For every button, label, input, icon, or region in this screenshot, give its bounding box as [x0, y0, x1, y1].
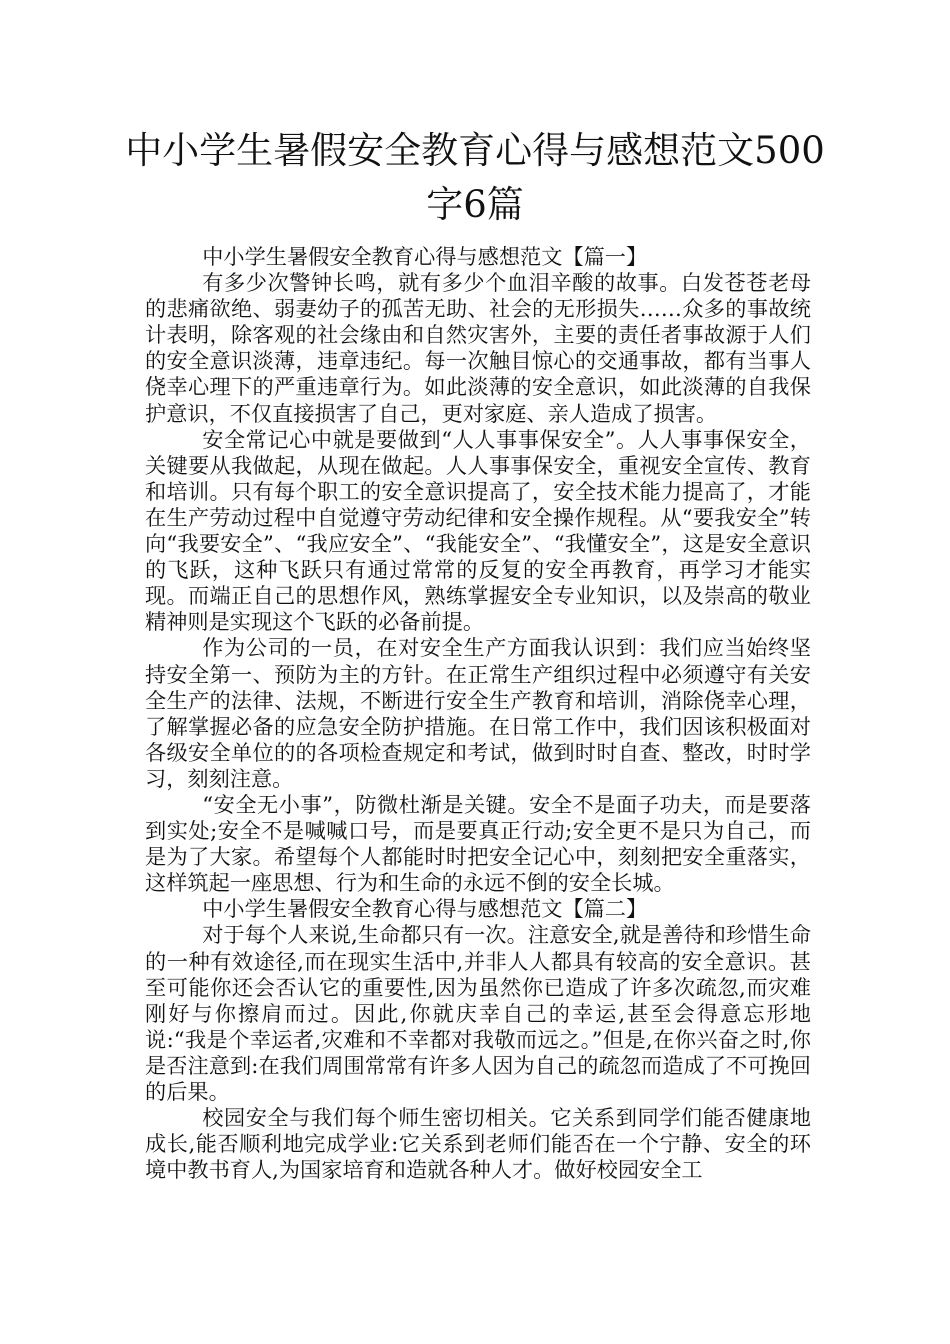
- paragraph: “安全无小事”，防微杜渐是关键。安全不是面子功夫，而是要落到实处;安全不是喊喊口号，而是要真正行动;安全更不是只为自己，而是为了大家。希望每个人都能时时把安全记心中，刻刻把安全重落实，这样筑起一座思想、行为和生命的永远不倒的安全长城。: [145, 791, 811, 896]
- title-line-1: 中小学生暑假安全教育心得与感想范文500: [125, 129, 825, 172]
- document-title: [120, 124, 830, 232]
- paragraph: 校园安全与我们每个师生密切相关。它关系到同学们能否健康地成长,能否顺利地完成学业:它关系到老师们能否在一个宁静、安全的环境中教书育人,为国家培育和造就各种人才。做好校园安全工: [145, 1105, 811, 1183]
- paragraph: 对于每个人来说,生命都只有一次。注意安全,就是善待和珍惜生命的一种有效途径,而在现实生活中,并非人人都具有较高的安全意识。甚至可能你还会否认它的重要性,因为虽然你已造成了许多次疏忽,而灾难刚好与你擦肩而过。因此,你就庆幸自己的幸运,甚至会得意忘形地说:“我是个幸运者,灾难和不幸都对我敬而远之。”但是,在你兴奋之时,你是否注意到:在我们周围常常有许多人因为自己的疏忽而造成了不可挽回的后果。: [145, 922, 811, 1104]
- title-line-2: 字6篇: [426, 183, 524, 226]
- paragraph: 安全常记心中就是要做到“人人事事保安全”。人人事事保安全，关键要从我做起，从现在做起。人人事事保安全，重视安全宣传、教育和培训。只有每个职工的安全意识提高了，安全技术能力提高了，才能在生产劳动过程中自觉遵守劳动纪律和安全操作规程。从“要我安全”转向“我要安全”、“我应安全”、“我能安全”、“我懂安全”，这是安全意识的飞跃，这种飞跃只有通过常常的反复的安全再教育，再学习才能实现。而端正自己的思想作风，熟练掌握安全专业知识，以及崇高的敬业精神则是实现这个飞跃的必备前提。: [145, 426, 811, 635]
- document-body: [145, 244, 811, 1183]
- section-heading-2: 中小学生暑假安全教育心得与感想范文【篇二】: [202, 896, 648, 922]
- paragraph: 作为公司的一员，在对安全生产方面我认识到：我们应当始终坚持安全第一、预防为主的方针。在正常生产组织过程中必须遵守有关安全生产的法律、法规，不断进行安全生产教育和培训，消除侥幸心理，了解掌握必备的应急安全防护措施。在日常工作中，我们因该积极面对各级安全单位的的各项检查规定和考试，做到时时自查、整改，时时学习，刻刻注意。: [145, 635, 811, 791]
- section-heading-1: 中小学生暑假安全教育心得与感想范文【篇一】: [202, 244, 648, 269]
- paragraph: 有多少次警钟长鸣，就有多少个血泪辛酸的故事。白发苍苍老母的悲痛欲绝、弱妻幼子的孤苦无助、社会的无形损失……众多的事故统计表明，除客观的社会缘由和自然灾害外，主要的责任者事故源于人们的安全意识淡薄，违章违纪。每一次触目惊心的交通事故，都有当事人侥幸心理下的严重违章行为。如此淡薄的安全意识，如此淡薄的自我保护意识，不仅直接损害了自己，更对家庭、亲人造成了损害。: [145, 270, 811, 426]
